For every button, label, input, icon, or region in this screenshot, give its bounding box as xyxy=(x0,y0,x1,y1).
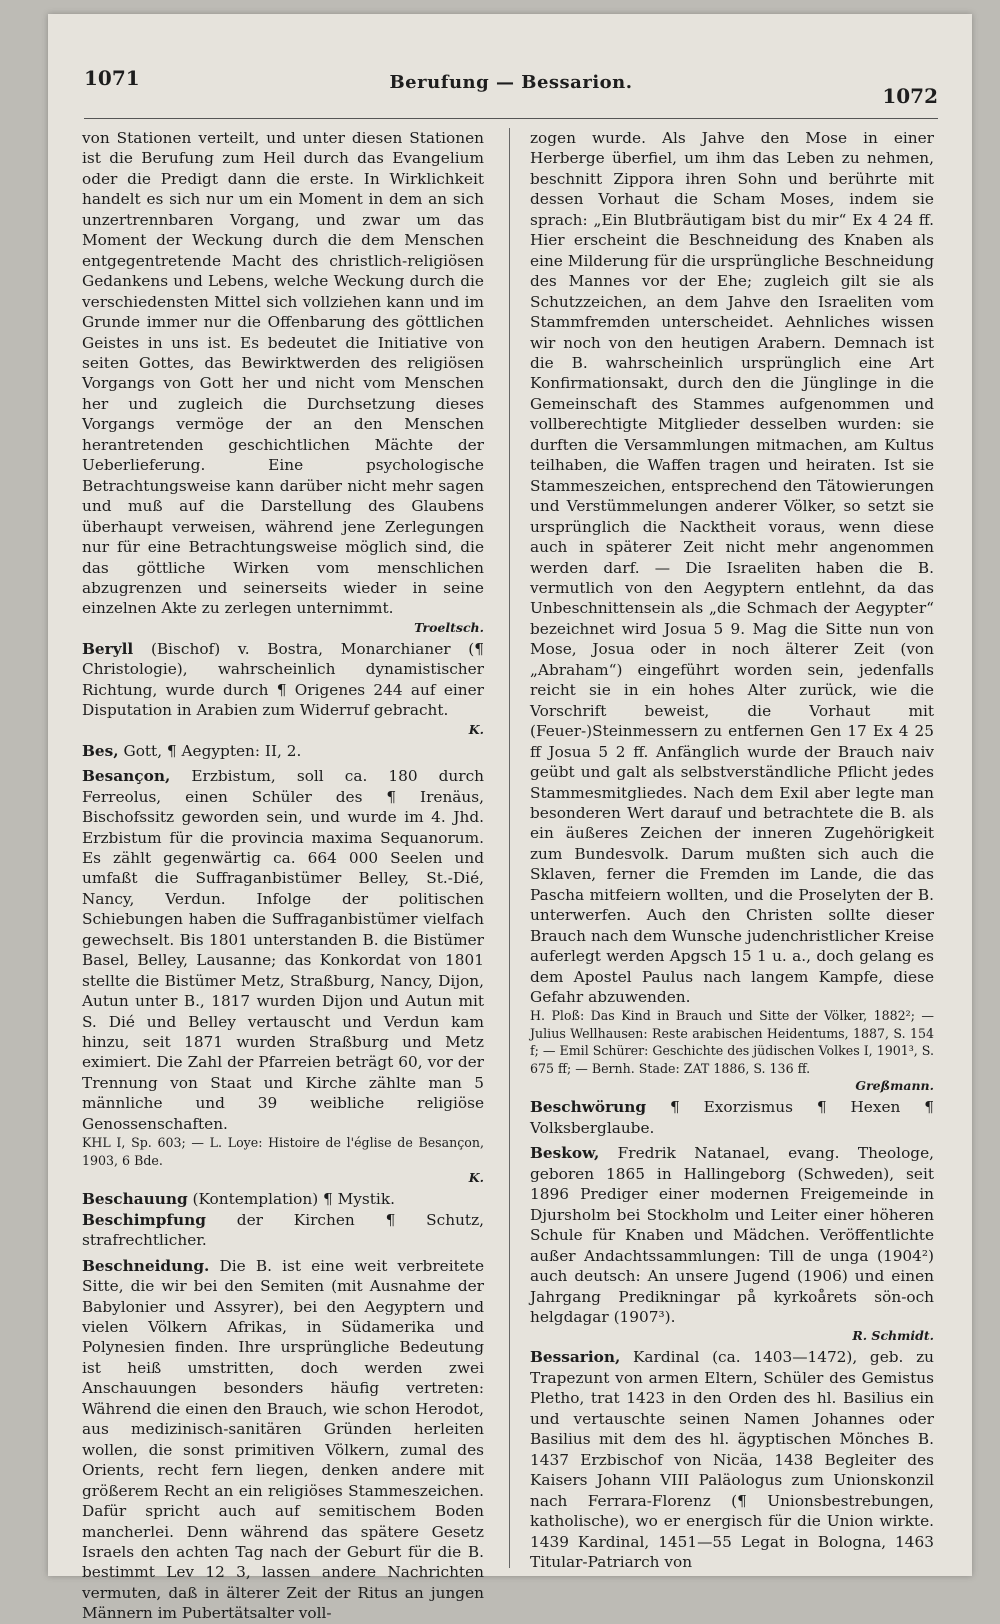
signature-schmidt: R. Schmidt. xyxy=(852,1328,934,1344)
right-column xyxy=(530,128,934,1572)
term-beskow: Beskow, xyxy=(530,1144,600,1163)
entry-bes: Bes, Gott, ¶ Aegypten: II, 2. xyxy=(82,741,302,760)
term-beschwoerung: Beschwörung xyxy=(530,1098,647,1117)
term-beryll: Beryll xyxy=(82,639,134,658)
page xyxy=(48,14,972,1623)
signature-troeltsch: Troeltsch. xyxy=(414,619,484,635)
entry-bessarion: Bessarion, Kardinal (ca. 1403—1472), geb. zu Trapezunt von armen Eltern, Schüler des Gemistus Pletho, trat 1423 in den Orden des hl. Basilius ein und vertauschte seinen Namen Johannes oder Basilius mit dem des hl. ägyptischen Mönches B. 1437 Erzbischof von Nicäa, 1438 Begleiter des Kaisers Johann VIII Paläologus zum Unionskonzil nach Ferrara-Florenz (¶ Unionsbestrebungen, katholische), wo er energisch für die Union wirkte. 1439 Kardinal, 1451—55 Legat in Bologna, 1463 Titular-Patriarch von xyxy=(530,1348,934,1571)
signature-besancon: K. xyxy=(468,1170,484,1186)
term-beschauung: Beschauung xyxy=(82,1190,188,1209)
entry-beschimpfung: Beschimpfung der Kirchen ¶ Schutz, strafrechtlicher. xyxy=(82,1210,484,1250)
entry-beskow: Beskow, Fredrik Natanael, evang. Theologe, geboren 1865 in Hallingeborg (Schweden), seit 1896 Prediger einer modernen Freigemeinde in Djursholm bei Stockholm und Leiter einer höheren Schule für Knaben und Mädchen. Veröffentlichte außer Andachtssammlungen: Till de unga (1904²) auch deutsch: An unsere Jugend (1906) und einen Jahrgang Predikningar på kyrkoårets sön-och helgdagar (1907³). xyxy=(530,1144,934,1327)
signature-beryll: K. xyxy=(468,721,484,737)
literature-besancon: KHL I, Sp. 603; — L. Loye: Histoire de l'église de Besançon, 1903, 6 Bde. xyxy=(82,1135,484,1168)
page-number-right: 1072 xyxy=(882,84,938,108)
entry-beschneidung: Beschneidung. Die B. ist eine weit verbreitete Sitte, die wir bei den Semiten (mit Ausnahme der Babylonier und Assyrer), bei den Aegyptern und vielen Völkern Afrikas, in Südamerika und Polynesien finden. Ihre ursprüngliche Bedeutung ist heiß umstritten, doch werden zwei Anschauungen besonders häufig vertreten: Während die einen den Brauch, wie schon Herodot, aus medizinisch-sanitären Gründen herleiten wollen, die sonst primitiven Völkern, zumal des Orients, recht fern liegen, denken andere mit größerem Recht an ein religiöses Stammeszeichen. Dafür spricht auch auf semitischem Boden mancherlei. Denn während das spätere Gesetz Israels den achten Tag nach der Geburt für die B. bestimmt Lev 12 3, lassen andere Nachrichten vermuten, daß in älterer Zeit der Ritus an jungen Männern im Pubertätsalter voll- xyxy=(82,1256,484,1623)
page-number-left: 1071 xyxy=(84,66,140,90)
header-title: Berufung — Bessarion. xyxy=(389,72,633,93)
entry-besancon: Besançon, Erzbistum, soll ca. 180 durch Ferreolus, einen Schüler des ¶ Irenäus, Bischofssitz geworden sein, und wurde im 4. Jhd. Erzbistum für die provincia maxima Sequanorum. Es zählt gegenwärtig ca. 664 000 Seelen und umfaßt die Suffraganbistümer Belley, St.-Dié, Nancy, Verdun. Infolge der politischen Schiebungen haben die Suffraganbistümer vielfach gewechselt. Bis 1801 unterstanden B. die Bistümer Basel, Belley, Lausanne; das Konkordat von 1801 stellte die Bistümer Metz, Straßburg, Nancy, Dijon, Autun unter B., 1817 wurden Dijon und Autun mit S. Dié und Belley vertauscht und Verdun kam hinzu, seit 1871 wurden Straßburg und Metz eximiert. Die Zahl der Pfarreien beträgt 60, vor der Trennung von Staat und Kirche zählte man 5 männliche und 39 weibliche religiöse Genossenschaften. xyxy=(82,767,484,1133)
term-bes: Bes, xyxy=(82,741,119,760)
column-divider xyxy=(509,128,510,1568)
signature-gressmann: Greßmann. xyxy=(855,1078,934,1094)
left-column xyxy=(82,128,484,1624)
berufung-continuation: von Stationen verteilt, und unter diesen Stationen ist die Berufung zum Heil durch das Evangelium oder die Predigt dann die erste. In Wirklichkeit handelt es sich nur um ein Moment in dem an sich unzertrennbaren Vorgang, und zwar um das Moment der Weckung durch die dem Menschen entgegentretende Macht des christlich-religiösen Gedankens und Lebens, welche Weckung durch die verschiedensten Mittel sich vollziehen kann und im Grunde immer nur die Offenbarung des göttlichen Geistes in uns ist. Es bedeutet die Initiative von seiten Gottes, das Bewirktwerden des religiösen Vorgangs von Gott her und nicht vom Menschen her und zugleich die Durchsetzung dieses Vorgangs vermöge der an den Menschen herantretenden geschichtlichen Mächte der Ueberlieferung. Eine psychologische Betrachtungsweise kann darüber nicht mehr sagen und muß auf die Darstellung des Glaubens überhaupt verweisen, während jene Zerlegungen nur für eine Betrachtungsweise möglich sind, die das göttliche Wirken vom menschlichen abzugrenzen und seinerseits wieder in seine einzelnen Akte zu zerlegen unternimmt. xyxy=(82,129,484,618)
beschneidung-continuation: zogen wurde. Als Jahve den Mose in einer Herberge überfiel, um ihm das Leben zu nehmen, beschnitt Zippora ihren Sohn und berührte mit dessen Vorhaut die Scham Moses, indem sie sprach: „Ein Blutbräutigam bist du mir“ Ex 4 24 ff. Hier erscheint die Beschneidung des Knaben als eine Milderung für die ursprüngliche Beschneidung des Mannes vor der Ehe; zugleich gilt sie als Schutzzeichen, an dem Jahve den Israeliten vom Stammfremden unterscheidet. Aehnliches wissen wir noch von den heutigen Arabern. Demnach ist die B. wahrscheinlich ursprünglich eine Art Konfirmationsakt, durch den die Jünglinge in die Gemeinschaft des Stammes aufgenommen und vollberechtigte Mitglieder desselben wurden: sie durften die Versammlungen mitmachen, am Kultus teilhaben, die Waffen tragen und heiraten. Ist sie Stammeszeichen, entsprechend den Tätowierungen und Verstümmelungen anderer Völker, so setzt sie ursprünglich die Nacktheit voraus, wenn diese auch in späterer Zeit nicht mehr angenommen werden darf. — Die Israeliten haben die B. vermutlich von den Aegyptern entlehnt, da das Unbeschnittensein als „die Schmach der Aegypter“ bezeichnet wird Josua 5 9. Mag die Sitte nun von Mose, Josua oder in noch älterer Zeit (von „Abraham“) eingeführt worden sein, jedenfalls reicht sie in ein hohes Alter zurück, wie die Vorschrift beweist, die Vorhaut mit (Feuer-)Steinmessern zu entfernen Gen 17 Ex 4 25 ff Josua 5 2 ff. Anfänglich wurde der Brauch naiv geübt und galt als selbstverständliche Pflicht jedes Stammesmitgliedes. Nach dem Exil aber legte man besonderen Wert darauf und betrachtete die B. als ein äußeres Zeichen der inneren Zugehörigkeit zum Bundesvolk. Darum mußten sich auch die Sklaven, ferner die Fremden im Lande, die das Pascha mitfeiern wollten, und die Proselyten der B. unterwerfen. Auch den Christen sollte dieser Brauch nach dem Wunsche judenchristlicher Kreise auferlegt werden Apgsch 15 1 u. a., doch gelang es dem Apostel Paulus nach langem Kampfe, diese Gefahr abzuwenden. xyxy=(530,129,934,1007)
running-header xyxy=(84,54,938,112)
literature-beschneidung: H. Ploß: Das Kind in Brauch und Sitte der Völker, 1882²; — Julius Wellhausen: Reste arabischen Heidentums, 1887, S. 154 f; — Emil Schürer: Geschichte des jüdischen Volkes I, 1901³, S. 675 ff; — Bernh. Stade: ZAT 1886, S. 136 ff. xyxy=(530,1008,934,1076)
term-beschneidung: Beschneidung. xyxy=(82,1256,210,1275)
term-besancon: Besançon, xyxy=(82,767,171,786)
entry-beschwoerung: Beschwörung ¶ Exorzismus ¶ Hexen ¶ Volksberglaube. xyxy=(530,1098,934,1137)
entry-beryll: Beryll (Bischof) v. Bostra, Monarchianer (¶ Christologie), wahrscheinlich dynamistischer Richtung, wurde durch ¶ Origenes 244 auf einer Disputation in Arabien zum Widerruf gebracht. xyxy=(82,639,484,720)
term-bessarion: Bessarion, xyxy=(530,1348,621,1367)
entry-beschauung: Beschauung (Kontemplation) ¶ Mystik. xyxy=(82,1190,395,1209)
term-beschimpfung: Beschimpfung xyxy=(82,1210,206,1229)
header-rule xyxy=(84,118,938,119)
